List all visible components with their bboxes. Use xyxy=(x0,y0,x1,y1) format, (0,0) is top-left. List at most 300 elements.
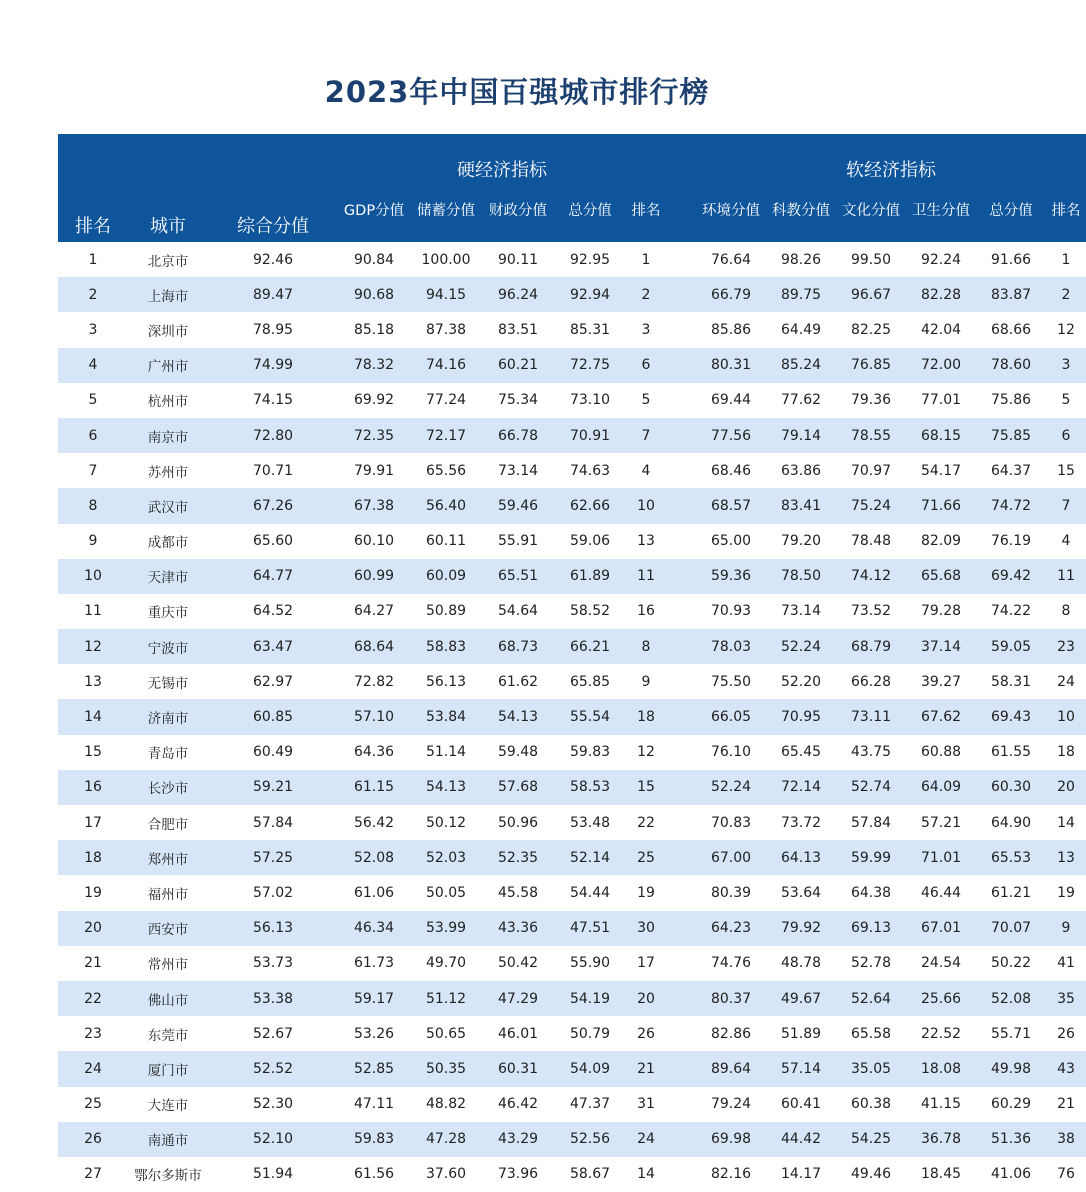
cell-health-score: 22.52 xyxy=(920,1025,962,1042)
cell-savings-score: 50.89 xyxy=(425,603,467,620)
cell-composite-score: 57.02 xyxy=(252,884,294,901)
cell-health-score: 18.08 xyxy=(906,1051,976,1086)
cell-savings-score: 50.12 xyxy=(425,814,467,831)
cell-composite-score: 92.46 xyxy=(252,251,294,268)
cell-rank: 27 xyxy=(84,1166,102,1183)
cell-soft-rank: 7 xyxy=(1046,488,1086,523)
cell-finance-score: 65.51 xyxy=(482,559,554,594)
cell-environment-score: 68.46 xyxy=(710,462,752,479)
cell-environment-score: 64.23 xyxy=(696,911,766,946)
cell-rank: 25 xyxy=(84,1096,102,1113)
cell-hard-rank: 11 xyxy=(626,559,666,594)
cell-hard-total: 47.37 xyxy=(569,1096,611,1113)
cell-health-score: 39.27 xyxy=(920,673,962,690)
table-row xyxy=(58,312,1086,347)
cell-savings-score: 50.05 xyxy=(425,884,467,901)
header-gap xyxy=(666,134,696,242)
cell-hard-total: 65.85 xyxy=(569,673,611,690)
cell-soft-total: 52.08 xyxy=(976,981,1046,1016)
cell-hard-total: 52.56 xyxy=(554,1122,626,1157)
cell-hard-total: 61.89 xyxy=(554,559,626,594)
cell-city: 成都市 xyxy=(147,535,189,552)
cell-environment-score: 80.31 xyxy=(696,348,766,383)
cell-rank: 16 xyxy=(58,770,128,805)
cell-hard-rank: 17 xyxy=(637,955,655,972)
cell-rank: 21 xyxy=(84,955,102,972)
cell-health-score: 36.78 xyxy=(906,1122,976,1157)
cell-rank: 2 xyxy=(58,277,128,312)
cell-savings-score: 77.24 xyxy=(425,392,467,409)
cell-environment-score: 76.64 xyxy=(710,251,752,268)
cell-city: 大连市 xyxy=(147,1098,189,1115)
cell-culture-score: 70.97 xyxy=(850,462,892,479)
cell-rank: 18 xyxy=(58,840,128,875)
cell-savings-score: 52.03 xyxy=(410,840,482,875)
cell-culture-score: 49.46 xyxy=(850,1166,892,1183)
cell-composite-score: 59.21 xyxy=(208,770,338,805)
table-row xyxy=(58,524,1086,559)
cell-finance-score: 47.29 xyxy=(482,981,554,1016)
cell-finance-score: 60.21 xyxy=(482,348,554,383)
cell-soft-total: 70.07 xyxy=(976,911,1046,946)
cell-gap xyxy=(666,277,696,312)
cell-gap xyxy=(666,735,696,770)
cell-savings-score: 58.83 xyxy=(410,629,482,664)
cell-culture-score: 64.38 xyxy=(850,884,892,901)
cell-gap xyxy=(666,629,696,664)
cell-soft-total: 74.22 xyxy=(990,603,1032,620)
cell-gdp-score: 61.73 xyxy=(353,955,395,972)
cell-gap xyxy=(666,1157,696,1192)
cell-finance-score: 46.42 xyxy=(497,1096,539,1113)
cell-gdp-score: 57.10 xyxy=(338,699,410,734)
cell-city: 南通市 xyxy=(128,1122,208,1157)
cell-soft-total: 59.05 xyxy=(976,629,1046,664)
cell-education-score: 44.42 xyxy=(766,1122,836,1157)
cell-gdp-score: 90.84 xyxy=(353,251,395,268)
cell-environment-score: 59.36 xyxy=(696,559,766,594)
cell-city: 长沙市 xyxy=(128,770,208,805)
cell-city: 东莞市 xyxy=(147,1027,189,1044)
header-composite-score: 综合分值 xyxy=(208,134,338,242)
cell-soft-total: 68.66 xyxy=(990,321,1032,338)
cell-finance-score: 54.13 xyxy=(482,699,554,734)
cell-culture-score: 35.05 xyxy=(836,1051,906,1086)
table-row xyxy=(58,559,1086,594)
cell-savings-score: 49.70 xyxy=(425,955,467,972)
cell-soft-rank: 35 xyxy=(1046,981,1086,1016)
cell-soft-total: 78.60 xyxy=(976,348,1046,383)
cell-city: 常州市 xyxy=(147,957,189,974)
cell-soft-total: 75.86 xyxy=(990,392,1032,409)
cell-composite-score: 52.30 xyxy=(252,1096,294,1113)
cell-rank: 4 xyxy=(58,348,128,383)
cell-composite-score: 52.52 xyxy=(208,1051,338,1086)
cell-city: 苏州市 xyxy=(147,464,189,481)
cell-gdp-score: 52.85 xyxy=(338,1051,410,1086)
cell-education-score: 65.45 xyxy=(780,744,822,761)
cell-city: 深圳市 xyxy=(147,323,189,340)
cell-composite-score: 67.26 xyxy=(208,488,338,523)
cell-finance-score: 73.96 xyxy=(497,1166,539,1183)
cell-city: 合肥市 xyxy=(147,816,189,833)
cell-gdp-score: 68.64 xyxy=(338,629,410,664)
header-hard-gdp: GDP分值 xyxy=(338,186,410,242)
cell-gap xyxy=(666,383,696,418)
cell-education-score: 98.26 xyxy=(780,251,822,268)
cell-city: 重庆市 xyxy=(147,605,189,622)
cell-rank: 23 xyxy=(84,1025,102,1042)
cell-education-score: 79.14 xyxy=(766,418,836,453)
header-soft-education: 科教分值 xyxy=(766,186,836,242)
cell-hard-total: 55.54 xyxy=(554,699,626,734)
cell-finance-score: 55.91 xyxy=(497,533,539,550)
cell-composite-score: 72.80 xyxy=(208,418,338,453)
cell-health-score: 92.24 xyxy=(920,251,962,268)
cell-composite-score: 57.25 xyxy=(208,840,338,875)
table-row xyxy=(58,981,1086,1016)
cell-composite-score: 74.15 xyxy=(252,392,294,409)
cell-environment-score: 78.03 xyxy=(696,629,766,664)
cell-education-score: 78.50 xyxy=(766,559,836,594)
cell-culture-score: 78.48 xyxy=(850,533,892,550)
cell-gdp-score: 78.32 xyxy=(338,348,410,383)
cell-rank: 5 xyxy=(88,392,98,409)
cell-culture-score: 82.25 xyxy=(850,321,892,338)
cell-gap xyxy=(666,453,696,488)
cell-savings-score: 53.99 xyxy=(410,911,482,946)
cell-environment-score: 66.05 xyxy=(696,699,766,734)
cell-hard-total: 73.10 xyxy=(569,392,611,409)
cell-soft-total: 74.72 xyxy=(976,488,1046,523)
header-hard-savings: 储蓄分值 xyxy=(410,186,482,242)
cell-soft-total: 50.22 xyxy=(990,955,1032,972)
cell-gap xyxy=(666,946,696,981)
cell-rank: 17 xyxy=(84,814,102,831)
cell-city: 佛山市 xyxy=(128,981,208,1016)
cell-education-score: 52.20 xyxy=(780,673,822,690)
cell-composite-score: 52.67 xyxy=(252,1025,294,1042)
cell-environment-score: 65.00 xyxy=(710,533,752,550)
cell-gap xyxy=(666,594,696,629)
cell-savings-score: 94.15 xyxy=(410,277,482,312)
cell-rank: 3 xyxy=(88,321,98,338)
cell-soft-rank: 15 xyxy=(1057,462,1075,479)
cell-finance-score: 59.48 xyxy=(497,744,539,761)
cell-health-score: 64.09 xyxy=(906,770,976,805)
cell-gdp-score: 61.56 xyxy=(353,1166,395,1183)
cell-composite-score: 64.52 xyxy=(252,603,294,620)
cell-soft-rank: 38 xyxy=(1046,1122,1086,1157)
cell-education-score: 60.41 xyxy=(780,1096,822,1113)
cell-gdp-score: 59.83 xyxy=(338,1122,410,1157)
cell-hard-total: 59.06 xyxy=(569,533,611,550)
header-soft-economy-group: 软经济指标 xyxy=(696,134,1086,186)
cell-education-score: 14.17 xyxy=(780,1166,822,1183)
cell-soft-rank: 21 xyxy=(1057,1096,1075,1113)
cell-gap xyxy=(666,559,696,594)
cell-health-score: 25.66 xyxy=(906,981,976,1016)
cell-savings-score: 56.13 xyxy=(425,673,467,690)
cell-savings-score: 50.35 xyxy=(410,1051,482,1086)
cell-health-score: 18.45 xyxy=(920,1166,962,1183)
cell-health-score: 65.68 xyxy=(906,559,976,594)
cell-soft-rank: 12 xyxy=(1057,321,1075,338)
cell-city: 无锡市 xyxy=(147,675,189,692)
cell-hard-total: 72.75 xyxy=(554,348,626,383)
cell-rank: 11 xyxy=(84,603,102,620)
cell-finance-score: 54.64 xyxy=(497,603,539,620)
cell-gdp-score: 72.82 xyxy=(353,673,395,690)
cell-culture-score: 65.58 xyxy=(850,1025,892,1042)
cell-finance-score: 75.34 xyxy=(497,392,539,409)
cell-finance-score: 68.73 xyxy=(482,629,554,664)
cell-environment-score: 75.50 xyxy=(710,673,752,690)
cell-environment-score: 82.86 xyxy=(710,1025,752,1042)
cell-rank: 15 xyxy=(84,744,102,761)
cell-gdp-score: 56.42 xyxy=(353,814,395,831)
table-row xyxy=(58,911,1086,946)
cell-soft-rank: 26 xyxy=(1057,1025,1075,1042)
cell-gdp-score: 67.38 xyxy=(338,488,410,523)
cell-hard-total: 92.94 xyxy=(554,277,626,312)
cell-environment-score: 68.57 xyxy=(696,488,766,523)
cell-city: 青岛市 xyxy=(147,746,189,763)
cell-soft-rank: 9 xyxy=(1046,911,1086,946)
table-row xyxy=(58,840,1086,875)
cell-soft-total: 60.29 xyxy=(990,1096,1032,1113)
cell-gap xyxy=(666,664,696,699)
cell-environment-score: 79.24 xyxy=(710,1096,752,1113)
cell-gdp-score: 60.10 xyxy=(353,533,395,550)
cell-city: 福州市 xyxy=(147,886,189,903)
cell-soft-total: 41.06 xyxy=(990,1166,1032,1183)
cell-composite-score: 78.95 xyxy=(252,321,294,338)
cell-savings-score: 74.16 xyxy=(410,348,482,383)
cell-composite-score: 63.47 xyxy=(208,629,338,664)
cell-hard-rank: 8 xyxy=(626,629,666,664)
cell-hard-total: 52.14 xyxy=(554,840,626,875)
cell-gap xyxy=(666,418,696,453)
cell-gdp-score: 46.34 xyxy=(338,911,410,946)
cell-education-score: 63.86 xyxy=(780,462,822,479)
cell-culture-score: 96.67 xyxy=(836,277,906,312)
cell-hard-total: 74.63 xyxy=(569,462,611,479)
cell-health-score: 82.28 xyxy=(906,277,976,312)
cell-composite-score: 62.97 xyxy=(252,673,294,690)
cell-city: 杭州市 xyxy=(147,394,189,411)
cell-hard-rank: 1 xyxy=(641,251,651,268)
cell-environment-score: 52.24 xyxy=(696,770,766,805)
cell-city: 武汉市 xyxy=(128,488,208,523)
cell-hard-total: 55.90 xyxy=(569,955,611,972)
header-soft-rank: 排名 xyxy=(1046,186,1086,242)
cell-hard-rank: 12 xyxy=(637,744,655,761)
cell-finance-score: 46.01 xyxy=(497,1025,539,1042)
cell-culture-score: 57.84 xyxy=(850,814,892,831)
cell-hard-total: 53.48 xyxy=(569,814,611,831)
table-row xyxy=(58,277,1086,312)
cell-gap xyxy=(666,840,696,875)
cell-rank: 20 xyxy=(58,911,128,946)
cell-hard-rank: 31 xyxy=(637,1096,655,1113)
table-row xyxy=(58,1122,1086,1157)
cell-education-score: 73.72 xyxy=(780,814,822,831)
cell-savings-score: 37.60 xyxy=(425,1166,467,1183)
cell-culture-score: 60.38 xyxy=(850,1096,892,1113)
cell-education-score: 51.89 xyxy=(780,1025,822,1042)
cell-soft-rank: 20 xyxy=(1046,770,1086,805)
cell-environment-score: 70.83 xyxy=(710,814,752,831)
cell-soft-total: 64.90 xyxy=(990,814,1032,831)
cell-environment-score: 74.76 xyxy=(710,955,752,972)
cell-health-score: 46.44 xyxy=(920,884,962,901)
cell-composite-score: 60.49 xyxy=(252,744,294,761)
cell-education-score: 70.95 xyxy=(766,699,836,734)
cell-rank: 13 xyxy=(84,673,102,690)
cell-soft-rank: 1 xyxy=(1061,251,1071,268)
cell-composite-score: 64.77 xyxy=(208,559,338,594)
cell-environment-score: 76.10 xyxy=(710,744,752,761)
cell-soft-rank: 41 xyxy=(1057,955,1075,972)
cell-hard-rank: 13 xyxy=(637,533,655,550)
cell-composite-score: 53.73 xyxy=(252,955,294,972)
cell-gap xyxy=(666,524,696,559)
cell-city: 鄂尔多斯市 xyxy=(134,1168,202,1185)
cell-education-score: 79.92 xyxy=(766,911,836,946)
cell-savings-score: 51.12 xyxy=(410,981,482,1016)
header-hard-rank: 排名 xyxy=(626,186,666,242)
cell-gdp-score: 60.99 xyxy=(338,559,410,594)
cell-hard-rank: 16 xyxy=(637,603,655,620)
cell-gdp-score: 59.17 xyxy=(338,981,410,1016)
table-row xyxy=(58,770,1086,805)
cell-environment-score: 89.64 xyxy=(696,1051,766,1086)
header-hard-finance: 财政分值 xyxy=(482,186,554,242)
cell-hard-rank: 5 xyxy=(641,392,651,409)
cell-soft-rank: 3 xyxy=(1046,348,1086,383)
cell-gdp-score: 64.36 xyxy=(353,744,395,761)
cell-education-score: 72.14 xyxy=(766,770,836,805)
cell-gdp-score: 52.08 xyxy=(338,840,410,875)
cell-hard-rank: 26 xyxy=(637,1025,655,1042)
table-row xyxy=(58,699,1086,734)
table-row xyxy=(58,664,1086,699)
table-row xyxy=(58,242,1086,277)
cell-hard-total: 58.67 xyxy=(569,1166,611,1183)
cell-culture-score: 76.85 xyxy=(836,348,906,383)
cell-health-score: 60.88 xyxy=(920,744,962,761)
cell-rank: 8 xyxy=(58,488,128,523)
cell-education-score: 73.14 xyxy=(780,603,822,620)
cell-health-score: 42.04 xyxy=(920,321,962,338)
cell-culture-score: 79.36 xyxy=(850,392,892,409)
cell-gap xyxy=(666,312,696,347)
cell-finance-score: 59.46 xyxy=(482,488,554,523)
cell-education-score: 83.41 xyxy=(766,488,836,523)
table-row xyxy=(58,418,1086,453)
cell-city: 宁波市 xyxy=(128,629,208,664)
cell-soft-rank: 19 xyxy=(1057,884,1075,901)
cell-culture-score: 78.55 xyxy=(836,418,906,453)
cell-soft-rank: 23 xyxy=(1046,629,1086,664)
cell-soft-rank: 2 xyxy=(1046,277,1086,312)
cell-environment-score: 77.56 xyxy=(696,418,766,453)
cell-culture-score: 73.11 xyxy=(836,699,906,734)
cell-environment-score: 69.98 xyxy=(696,1122,766,1157)
cell-culture-score: 73.52 xyxy=(850,603,892,620)
cell-health-score: 68.15 xyxy=(906,418,976,453)
cell-health-score: 77.01 xyxy=(920,392,962,409)
cell-health-score: 37.14 xyxy=(906,629,976,664)
table-header xyxy=(58,134,1086,242)
cell-city: 郑州市 xyxy=(128,840,208,875)
cell-gdp-score: 85.18 xyxy=(353,321,395,338)
cell-soft-rank: 14 xyxy=(1057,814,1075,831)
cell-hard-rank: 30 xyxy=(626,911,666,946)
table-row xyxy=(58,348,1086,383)
cell-hard-total: 54.44 xyxy=(569,884,611,901)
cell-soft-rank: 11 xyxy=(1046,559,1086,594)
cell-composite-score: 52.10 xyxy=(208,1122,338,1157)
cell-soft-total: 55.71 xyxy=(990,1025,1032,1042)
cell-savings-score: 53.84 xyxy=(410,699,482,734)
cell-hard-total: 70.91 xyxy=(554,418,626,453)
cell-hard-total: 59.83 xyxy=(569,744,611,761)
cell-soft-total: 49.98 xyxy=(976,1051,1046,1086)
cell-composite-score: 89.47 xyxy=(208,277,338,312)
header-soft-total: 总分值 xyxy=(976,186,1046,242)
cell-rank: 10 xyxy=(58,559,128,594)
cell-environment-score: 67.00 xyxy=(696,840,766,875)
cell-hard-rank: 20 xyxy=(626,981,666,1016)
cell-composite-score: 65.60 xyxy=(252,533,294,550)
cell-education-score: 52.24 xyxy=(766,629,836,664)
cell-gdp-score: 47.11 xyxy=(353,1096,395,1113)
header-hard-economy-group: 硬经济指标 xyxy=(338,134,666,186)
table-row xyxy=(58,1087,1086,1122)
cell-soft-total: 69.43 xyxy=(976,699,1046,734)
cell-gap xyxy=(666,1087,696,1122)
cell-culture-score: 54.25 xyxy=(836,1122,906,1157)
cell-education-score: 64.13 xyxy=(766,840,836,875)
cell-health-score: 67.62 xyxy=(906,699,976,734)
cell-finance-score: 50.42 xyxy=(497,955,539,972)
cell-health-score: 71.66 xyxy=(906,488,976,523)
cell-savings-score: 100.00 xyxy=(421,251,471,268)
table-row xyxy=(58,1051,1086,1086)
cell-finance-score: 73.14 xyxy=(497,462,539,479)
cell-rank: 12 xyxy=(58,629,128,664)
cell-soft-total: 83.87 xyxy=(976,277,1046,312)
cell-rank: 9 xyxy=(88,533,98,550)
header-soft-environment: 环境分值 xyxy=(696,186,766,242)
cell-finance-score: 66.78 xyxy=(482,418,554,453)
cell-finance-score: 61.62 xyxy=(497,673,539,690)
cell-health-score: 24.54 xyxy=(920,955,962,972)
cell-finance-score: 83.51 xyxy=(497,321,539,338)
cell-soft-rank: 43 xyxy=(1046,1051,1086,1086)
table-row xyxy=(58,805,1086,840)
cell-finance-score: 96.24 xyxy=(482,277,554,312)
cell-gdp-score: 79.91 xyxy=(353,462,395,479)
cell-hard-total: 58.53 xyxy=(554,770,626,805)
cell-finance-score: 43.36 xyxy=(482,911,554,946)
cell-soft-total: 76.19 xyxy=(990,533,1032,550)
cell-savings-score: 47.28 xyxy=(410,1122,482,1157)
cell-city: 天津市 xyxy=(128,559,208,594)
header-rank: 排名 xyxy=(58,134,128,242)
